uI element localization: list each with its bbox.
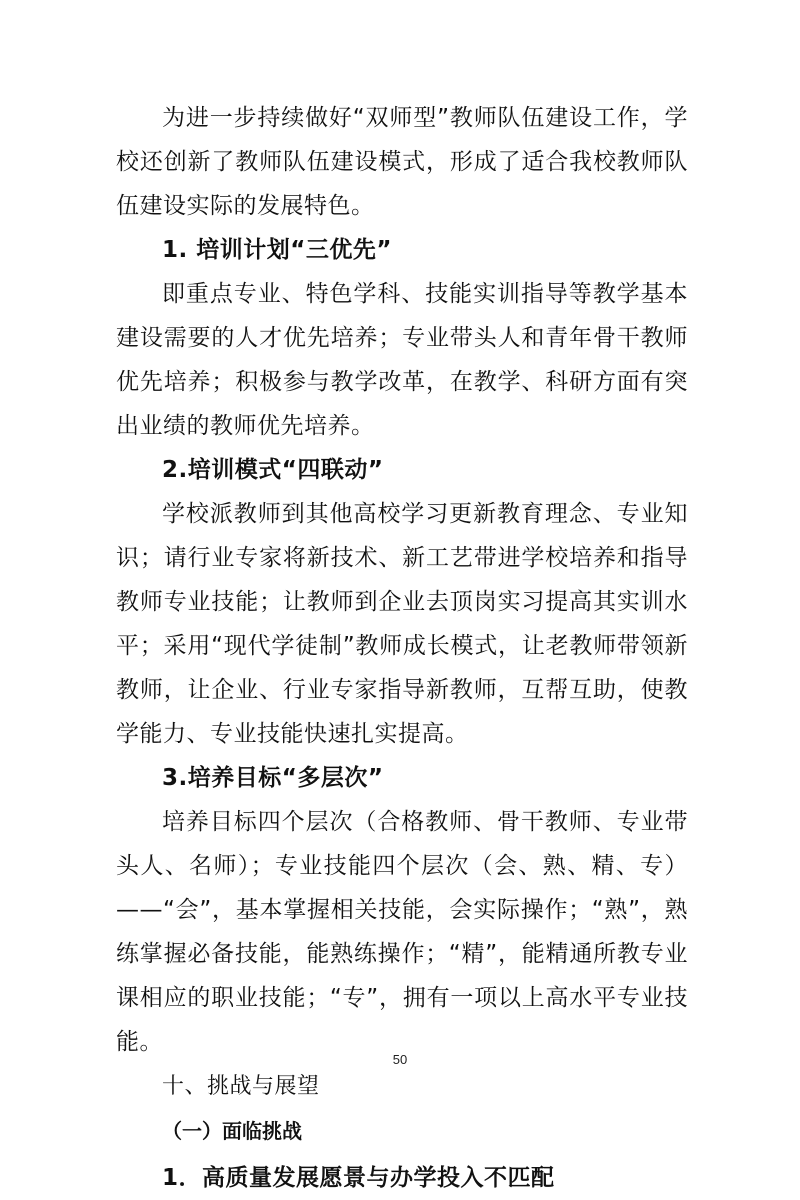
training-mode-paragraph: 学校派教师到其他高校学习更新教育理念、专业知识；请行业专家将新技术、新工艺带进学校培养和指导教师专业技能；让教师到企业去顶岗实习提高其实训水平；采用“现代学徒制”教师成长模式，让老教师带领新教师，让企业、行业专家指导新教师，互帮互助，使教学能力、专业技能快速扎实提高。 xyxy=(116,501,688,747)
heading-training-plan: 1. 培训计划“三优先” xyxy=(162,237,392,263)
subsection-heading-challenges: （一）面临挑战 xyxy=(162,1119,302,1143)
page-number: 50 xyxy=(392,1052,408,1067)
section-heading-challenges: 十、挑战与展望 xyxy=(162,1074,320,1099)
heading-training-goal: 3.培养目标“多层次” xyxy=(162,765,384,791)
heading-quality-development: 1．高质量发展愿景与办学投入不匹配 xyxy=(162,1165,555,1191)
heading-training-mode: 2.培训模式“四联动” xyxy=(162,457,384,483)
training-goal-paragraph: 培养目标四个层次（合格教师、骨干教师、专业带头人、名师）；专业技能四个层次（会、熟、精、专）——“会”，基本掌握相关技能，会实际操作；“熟”，熟练掌握必备技能，能熟练操作；“精”，能精通所教专业课相应的职业技能；“专”，拥有一项以上高水平专业技能。 xyxy=(116,809,688,1055)
intro-paragraph: 为进一步持续做好“双师型”教师队伍建设工作，学校还创新了教师队伍建设模式，形成了适合我校教师队伍建设实际的发展特色。 xyxy=(116,105,688,219)
training-plan-paragraph: 即重点专业、特色学科、技能实训指导等教学基本建设需要的人才优先培养；专业带头人和青年骨干教师优先培养；积极参与教学改革，在教学、科研方面有突出业绩的教师优先培养。 xyxy=(116,281,688,439)
